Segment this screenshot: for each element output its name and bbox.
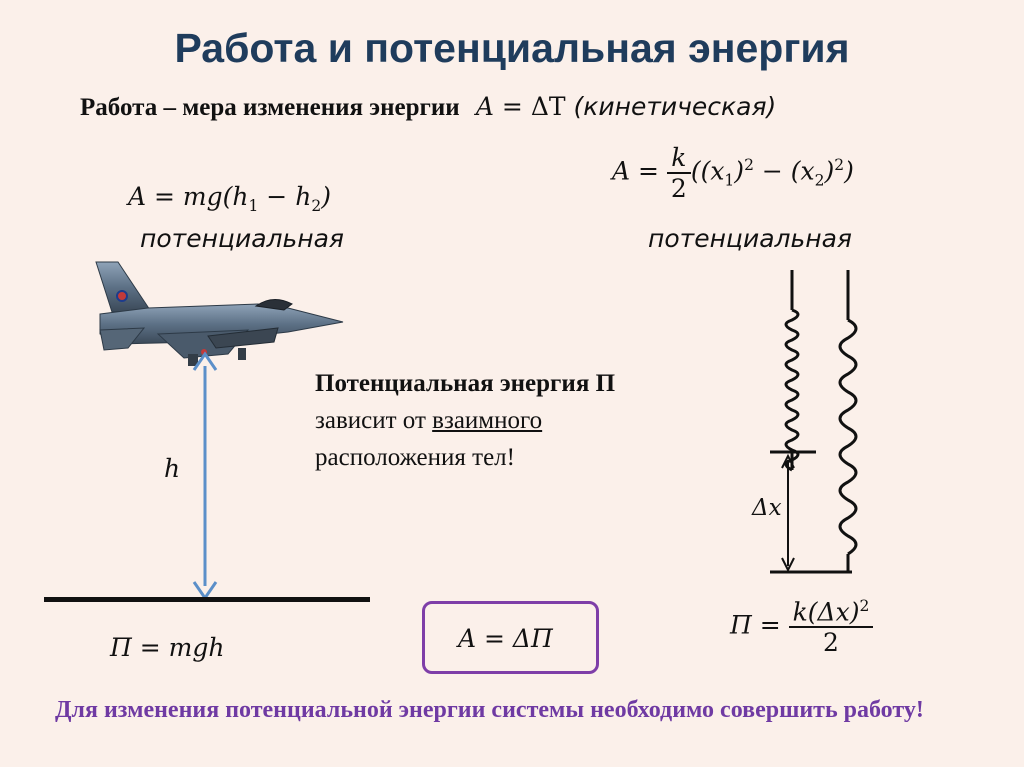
pi-gravity-formula: П = mgh — [110, 633, 225, 662]
spring-work-formula: A = $\frac{k}{2}$ $((x_1)^2 - (x_2)^2)$ — [612, 143, 854, 203]
pi-spring-sup: 2 — [859, 597, 870, 615]
body-line-2-b: взаимного — [432, 407, 543, 434]
slide-title: Работа и потенциальная энергия — [174, 25, 850, 71]
gravity-caption: потенциальная — [140, 224, 344, 253]
height-label: h — [164, 454, 181, 483]
gravity-close: ) — [321, 182, 331, 211]
gravity-minus: − h — [258, 182, 312, 211]
body-line-2 — [315, 402, 615, 439]
spring-work-sup2: 2 — [834, 156, 845, 175]
gravity-formula-lhs: A — [128, 182, 147, 211]
lead-formula-eq: = ΔT — [501, 92, 566, 121]
gravity-work-formula — [128, 182, 331, 215]
spring-work-close: ) — [844, 156, 854, 186]
spring-work-fraction — [667, 143, 691, 203]
pi-spring-fraction — [789, 597, 874, 657]
pi-spring-lhs: П = — [730, 610, 781, 640]
body-text — [315, 365, 615, 476]
spring-work-minus: − (x — [753, 156, 815, 186]
lead-formula — [476, 92, 776, 121]
gravity-formula-rhs: = mg(h — [154, 182, 249, 211]
spring-work-frac-den: 2 — [670, 174, 687, 203]
spring-work-sub2: 2 — [814, 171, 825, 190]
lead-formula-note: (кинетическая) — [573, 92, 777, 121]
spring-caption: потенциальная — [648, 224, 852, 253]
spring-work-sub1: 1 — [724, 171, 735, 190]
pi-spring-num-text: k(Δx) — [792, 597, 860, 627]
delta-x-label: Δx — [752, 495, 782, 521]
pi-spring-formula — [730, 597, 873, 657]
spring-work-open: ((x — [690, 156, 725, 186]
lead-text: Работа – мера изменения энергии — [80, 94, 460, 121]
lead-formula-lhs: A — [475, 92, 494, 121]
body-line-1: Потенциальная энергия П — [315, 370, 616, 397]
lead-line — [80, 92, 776, 122]
pi-spring-frac-num — [789, 597, 874, 628]
springs-illustration — [740, 270, 900, 580]
body-line-2-a: зависит от — [315, 407, 433, 434]
gravity-sub1: 1 — [248, 197, 259, 215]
gravity-sub2: 2 — [311, 197, 322, 215]
ground-line — [44, 597, 370, 602]
bottom-note: Для изменения потенциальной энергии системы необходимо совершить работу! — [55, 697, 924, 723]
height-arrow — [190, 350, 220, 604]
central-formula: A = ΔП — [458, 624, 553, 653]
spring-work-sup1: 2 — [744, 156, 754, 175]
body-line-3: расположения тел! — [315, 444, 515, 471]
spring-work-lhs: A = — [612, 156, 659, 186]
pi-spring-frac-den: 2 — [823, 628, 839, 658]
spring-work-frac-num: k — [667, 143, 691, 174]
